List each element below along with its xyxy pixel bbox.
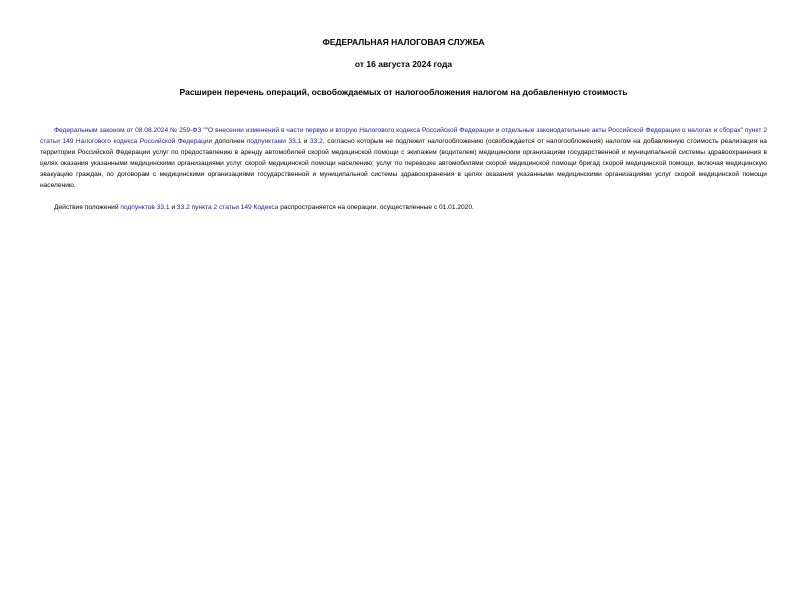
paragraph-text: и (169, 204, 177, 211)
paragraph-effective-date (40, 202, 767, 213)
paragraph-text: дополнен (212, 138, 247, 145)
document-page (0, 37, 807, 608)
subpoint-33-2-link[interactable]: 33.2 (310, 138, 323, 145)
organization-heading: ФЕДЕРАЛЬНАЯ НАЛОГОВАЯ СЛУЖБА (322, 37, 485, 47)
paragraph-text: распространяется на операции, осуществленные с 01.01.2020. (278, 204, 474, 211)
paragraph-text: , согласно которым не подлежит налогообложению (освобождается от налогообложения) налогом на добавленную стоимость реализация на территории Российской Федерации услуг по предоставлению в аренду автомобилей скорой медицинской помощи с экипажем (водителем) медицинским организациям государственной и муниципальной системы здравоохранения в целях оказания указанными медицинскими организациями услуг скорой медицинской помощи населению; услуг по перевозке автомобилями скорой медицинской помощи бригад скорой медицинской помощи, включая медицинскую эвакуацию граждан, по договорам с медицинскими организациями государственной и муниципальной системы здравоохранения в целях оказания указанными медицинскими организациями услуг скорой медицинской помощи населению. (40, 138, 767, 189)
subpoint-33-1-link[interactable]: подпунктами 33.1 (246, 138, 302, 145)
document-title: Расширен перечень операций, освобождаемых от налогообложения налогом на добавленную стоимость (179, 87, 628, 97)
code-article-link[interactable]: 33.2 пункта 2 статьи 149 Кодекса (176, 204, 279, 211)
law-link[interactable]: Федеральным законом от 08.08.2024 № 259-ФЗ ""О внесении изменений в части первую и вторую Налогового кодекса Российской Федерации и отдельные законодательные акты Российской Федерации о налогах и сборах" (54, 127, 743, 134)
document-date: от 16 августа 2024 года (354, 59, 453, 69)
subpoint-33-1-link[interactable]: подпунктов 33.1 (120, 204, 170, 211)
article-149-link[interactable]: пункт 2 статьи 149 Налогового кодекса Российской Федерации (40, 127, 767, 145)
paragraph-text: и (301, 138, 310, 145)
paragraph-text: Действие положений (54, 204, 121, 211)
paragraph-amendment (40, 125, 767, 191)
